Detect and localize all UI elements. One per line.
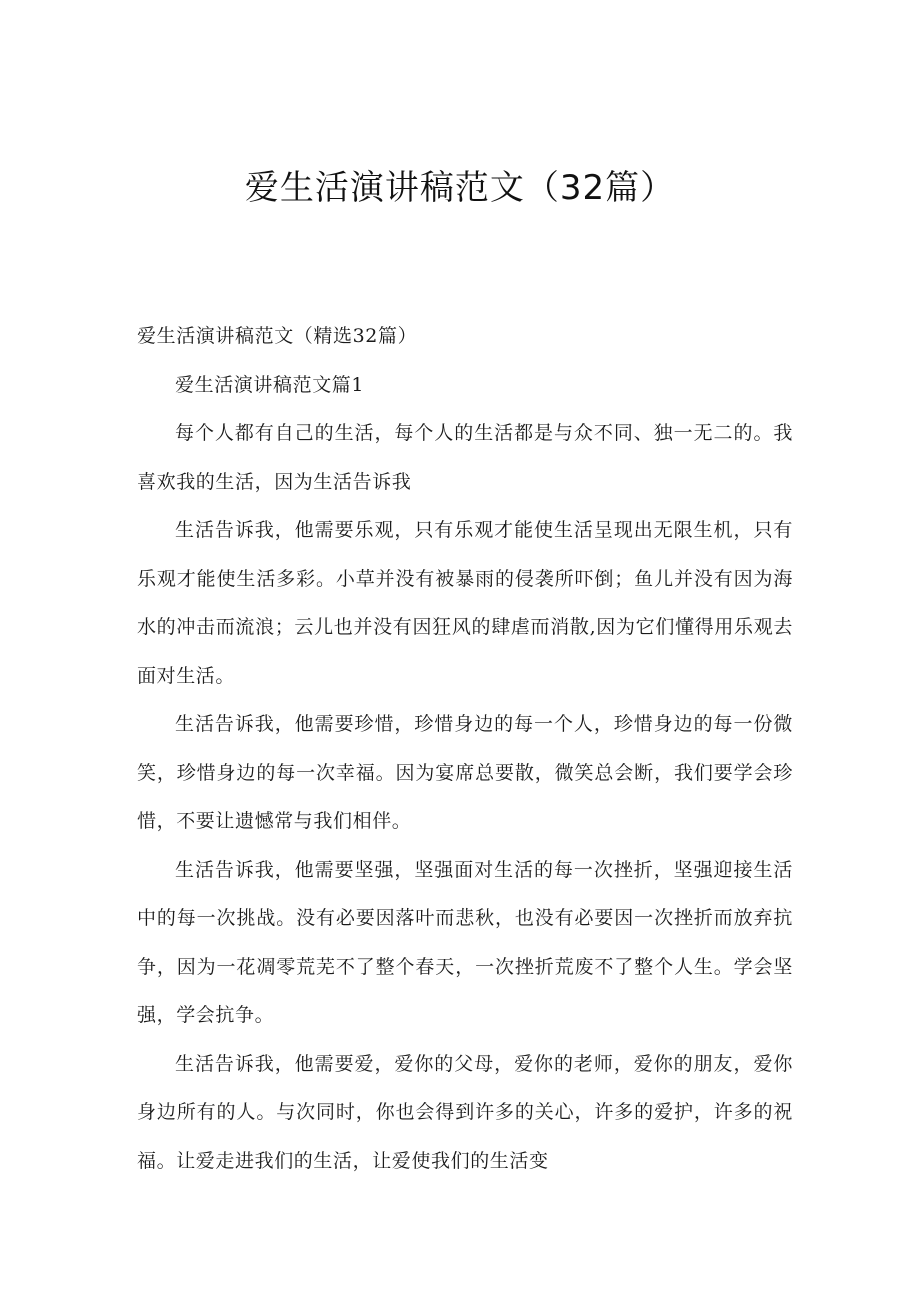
paragraph: 每个人都有自己的生活，每个人的生活都是与众不同、独一无二的。我喜欢我的生活，因为生活告诉我	[137, 422, 793, 493]
document-subtitle: 爱生活演讲稿范文（精选32篇）	[137, 325, 418, 347]
paragraph: 生活告诉我，他需要珍惜，珍惜身边的每一个人，珍惜身边的每一份微笑，珍惜身边的每一次幸福。因为宴席总要散，微笑总会断，我们要学会珍惜，不要让遗憾常与我们相伴。	[137, 713, 793, 832]
paragraph: 生活告诉我，他需要爱，爱你的父母，爱你的老师，爱你的朋友，爱你身边所有的人。与次同时，你也会得到许多的关心，许多的爱护，许多的祝福。让爱走进我们的生活，让爱使我们的生活变	[137, 1052, 793, 1172]
document-title: 爱生活演讲稿范文（32篇）	[244, 168, 676, 208]
document-body	[137, 312, 793, 1185]
section-heading: 爱生活演讲稿范文篇1	[175, 373, 365, 396]
paragraph: 生活告诉我，他需要坚强，坚强面对生活的每一次挫折，坚强迎接生活中的每一次挑战。没有必要因落叶而悲秋，也没有必要因一次挫折而放弃抗争，因为一花凋零荒芜不了整个春天，一次挫折荒废不了整个人生。学会坚强，学会抗争。	[137, 858, 793, 1026]
paragraph: 生活告诉我，他需要乐观，只有乐观才能使生活呈现出无限生机，只有乐观才能使生活多彩。小草并没有被暴雨的侵袭所吓倒；鱼儿并没有因为海水的冲击而流浪；云儿也并没有因狂风的肆虐而消散,因为它们懂得用乐观去面对生活。	[137, 519, 793, 687]
